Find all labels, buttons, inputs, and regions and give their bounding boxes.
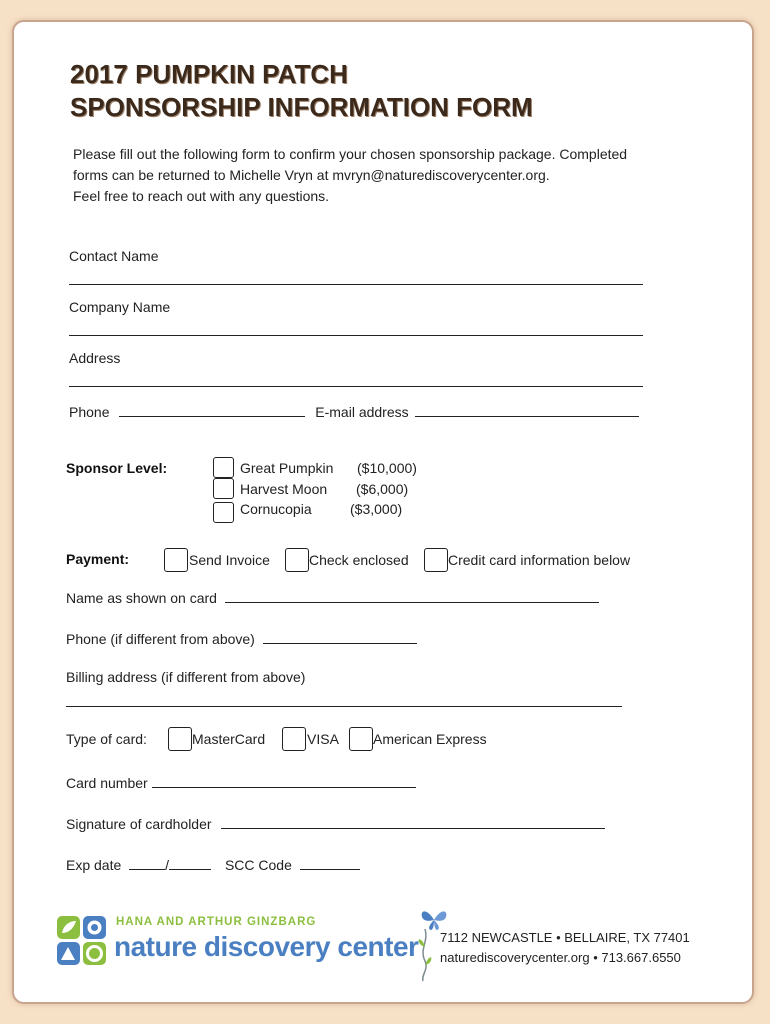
- org-logo: [56, 915, 756, 975]
- signature-field[interactable]: [221, 813, 605, 829]
- mastercard-checkbox[interactable]: [168, 727, 192, 751]
- phone-field[interactable]: [119, 401, 305, 417]
- credit-card-checkbox[interactable]: [424, 548, 448, 572]
- card-number-label: Card number: [66, 775, 148, 791]
- company-name-field[interactable]: [69, 335, 643, 336]
- name-on-card-label: Name as shown on card: [66, 590, 217, 606]
- mastercard-label: MasterCard: [192, 731, 266, 747]
- name-on-card-field[interactable]: [225, 587, 599, 603]
- visa-checkbox[interactable]: [282, 727, 306, 751]
- exp-date-label: Exp date: [66, 857, 122, 873]
- exp-month-field[interactable]: [129, 854, 165, 870]
- vine-divider: [415, 927, 435, 983]
- credit-card-label: Credit card information below: [448, 552, 631, 568]
- card-number-field[interactable]: [152, 772, 416, 788]
- alt-phone-row: [66, 628, 417, 647]
- phone-label: Phone: [69, 404, 110, 420]
- check-enclosed-checkbox[interactable]: [285, 548, 309, 572]
- card-number-row: [66, 772, 416, 791]
- harvest-moon-amount: ($6,000): [356, 481, 409, 497]
- intro-line-3: Feel free to reach out with any questions.: [73, 188, 330, 204]
- address-label: Address: [69, 350, 121, 366]
- title-line-2: SPONSORSHIP INFORMATION FORM: [70, 92, 533, 122]
- signature-row: [66, 813, 605, 832]
- billing-address-label: Billing address (if different from above): [66, 669, 306, 685]
- payment-label: Payment:: [66, 551, 130, 567]
- cornucopia-checkbox[interactable]: [213, 502, 234, 523]
- cornucopia-amount: ($3,000): [350, 501, 403, 517]
- scc-code-label: SCC Code: [224, 857, 292, 873]
- name-on-card-row: [66, 587, 599, 606]
- logo-org-subtitle: HANA AND ARTHUR GINZBARG: [116, 916, 317, 928]
- card-type-label: Type of card:: [66, 731, 147, 747]
- logo-mark-icon: [56, 915, 108, 967]
- contact-name-label: Contact Name: [69, 248, 159, 264]
- harvest-moon-checkbox[interactable]: [213, 478, 234, 499]
- email-field[interactable]: [415, 401, 639, 417]
- footer-web-phone: naturediscoverycenter.org • 713.667.6550: [440, 950, 681, 965]
- intro-line-2: forms can be returned to Michelle Vryn at mvryn@naturediscoverycenter.org.: [73, 167, 550, 183]
- title-line-1: 2017 PUMPKIN PATCH: [70, 59, 348, 89]
- cornucopia-name: Cornucopia: [240, 501, 312, 517]
- sponsor-level-label: Sponsor Level:: [66, 460, 168, 476]
- amex-label: American Express: [373, 731, 487, 747]
- contact-name-field[interactable]: [69, 284, 643, 285]
- exp-row: [66, 854, 360, 873]
- send-invoice-checkbox[interactable]: [164, 548, 188, 572]
- harvest-moon-name: Harvest Moon: [240, 481, 328, 497]
- logo-org-name: nature discovery center: [114, 931, 419, 962]
- alt-phone-field[interactable]: [263, 628, 417, 644]
- amex-checkbox[interactable]: [349, 727, 373, 751]
- great-pumpkin-name: Great Pumpkin: [240, 460, 334, 476]
- great-pumpkin-amount: ($10,000): [357, 460, 417, 476]
- intro-text: [73, 144, 733, 207]
- visa-label: VISA: [307, 731, 339, 747]
- company-name-label: Company Name: [69, 299, 171, 315]
- form-title: [70, 58, 533, 124]
- footer-address: 7112 NEWCASTLE • BELLAIRE, TX 77401: [440, 930, 690, 945]
- address-field[interactable]: [69, 386, 643, 387]
- intro-line-1: Please fill out the following form to confirm your chosen sponsorship package. Completed: [73, 146, 628, 162]
- exp-separator: /: [165, 857, 170, 873]
- alt-phone-label: Phone (if different from above): [66, 631, 255, 647]
- check-enclosed-label: Check enclosed: [309, 552, 409, 568]
- phone-row: [69, 401, 639, 420]
- signature-label: Signature of cardholder: [66, 816, 212, 832]
- exp-year-field[interactable]: [169, 854, 211, 870]
- scc-code-field[interactable]: [300, 854, 360, 870]
- send-invoice-label: Send Invoice: [189, 552, 270, 568]
- form-page: [12, 20, 754, 1004]
- great-pumpkin-checkbox[interactable]: [213, 457, 234, 478]
- billing-address-field[interactable]: [66, 706, 622, 707]
- email-label: E-mail address: [315, 404, 409, 420]
